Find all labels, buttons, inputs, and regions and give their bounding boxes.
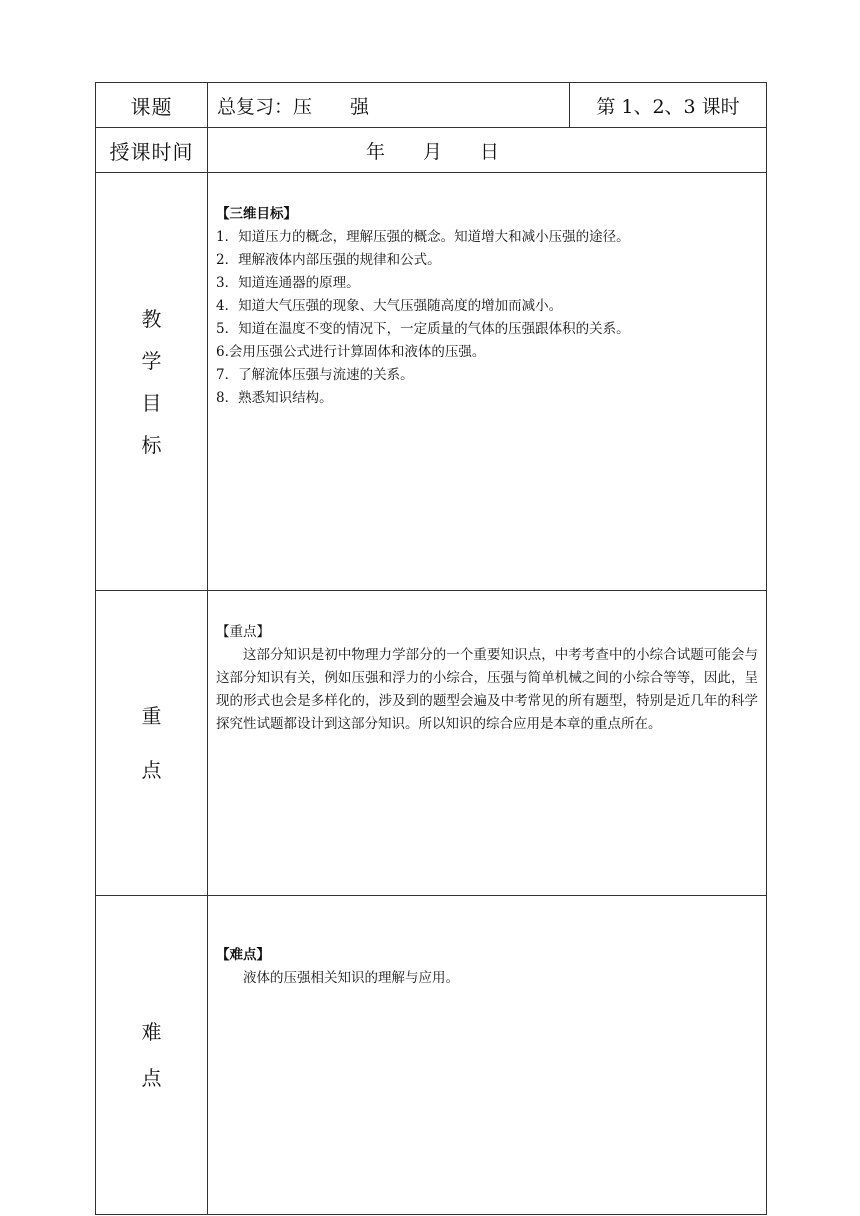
goals-label-char: 学 [141,348,162,373]
key-points-label-char: 点 [141,758,162,782]
goal-item: 2．理解液体内部压强的规律和公式。 [216,252,441,268]
key-points-content [208,591,767,896]
goals-label-char: 教 [141,306,162,331]
goals-content [208,173,767,591]
goal-item: 6.会用压强公式进行计算固体和液体的压强。 [216,344,486,360]
lesson-plan-table [95,82,767,1215]
difficulties-label-char: 点 [141,1066,162,1090]
difficulties-heading: 【难点】 [216,947,270,963]
key-points-row [96,591,767,896]
time-row [96,128,767,173]
goal-item: 3．知道连通器的原理。 [216,275,360,291]
goals-label [96,173,208,591]
key-points-heading: 【重点】 [216,624,270,640]
goal-item: 1．知道压力的概念，理解压强的概念。知道增大和减小压强的途径。 [216,229,630,245]
key-points-label [96,591,208,896]
time-label: 授课时间 [96,128,208,173]
time-value: 年 月 日 [208,128,767,173]
goals-label-char: 目 [141,390,162,415]
topic-row [96,83,767,128]
goal-item: 8．熟悉知识结构。 [216,390,333,406]
topic-label: 课题 [96,83,208,128]
goals-label-char: 标 [141,432,162,457]
goals-heading: 【三维目标】 [216,206,297,222]
key-points-label-char: 重 [141,704,162,728]
difficulties-label [96,896,208,1215]
goal-item: 7．了解流体压强与流速的关系。 [216,367,414,383]
period-value: 第 1、2、3 课时 [570,83,767,128]
difficulties-text: 液体的压强相关知识的理解与应用。 [243,970,459,986]
difficulties-row [96,896,767,1215]
goal-item: 4．知道大气压强的现象、大气压强随高度的增加而减小。 [216,298,563,314]
difficulties-content [208,896,767,1215]
key-points-text: 这部分知识是初中物理力学部分的一个重要知识点，中考考查中的小综合试题可能会与这部分知识有关，例如压强和浮力的小综合，压强与简单机械之间的小综合等等，因此，呈现的形式也会是多样化的，涉及到的题型会遍及中考常见的所有题型，特别是近几年的科学探究性试题都设计到这部分知识。所以知识的综合应用是本章的重点所在。 [216,647,758,732]
topic-value: 总复习：压 强 [208,83,570,128]
goal-item: 5．知道在温度不变的情况下，一定质量的气体的压强跟体积的关系。 [216,321,630,337]
goals-row [96,173,767,591]
difficulties-label-char: 难 [141,1020,162,1044]
